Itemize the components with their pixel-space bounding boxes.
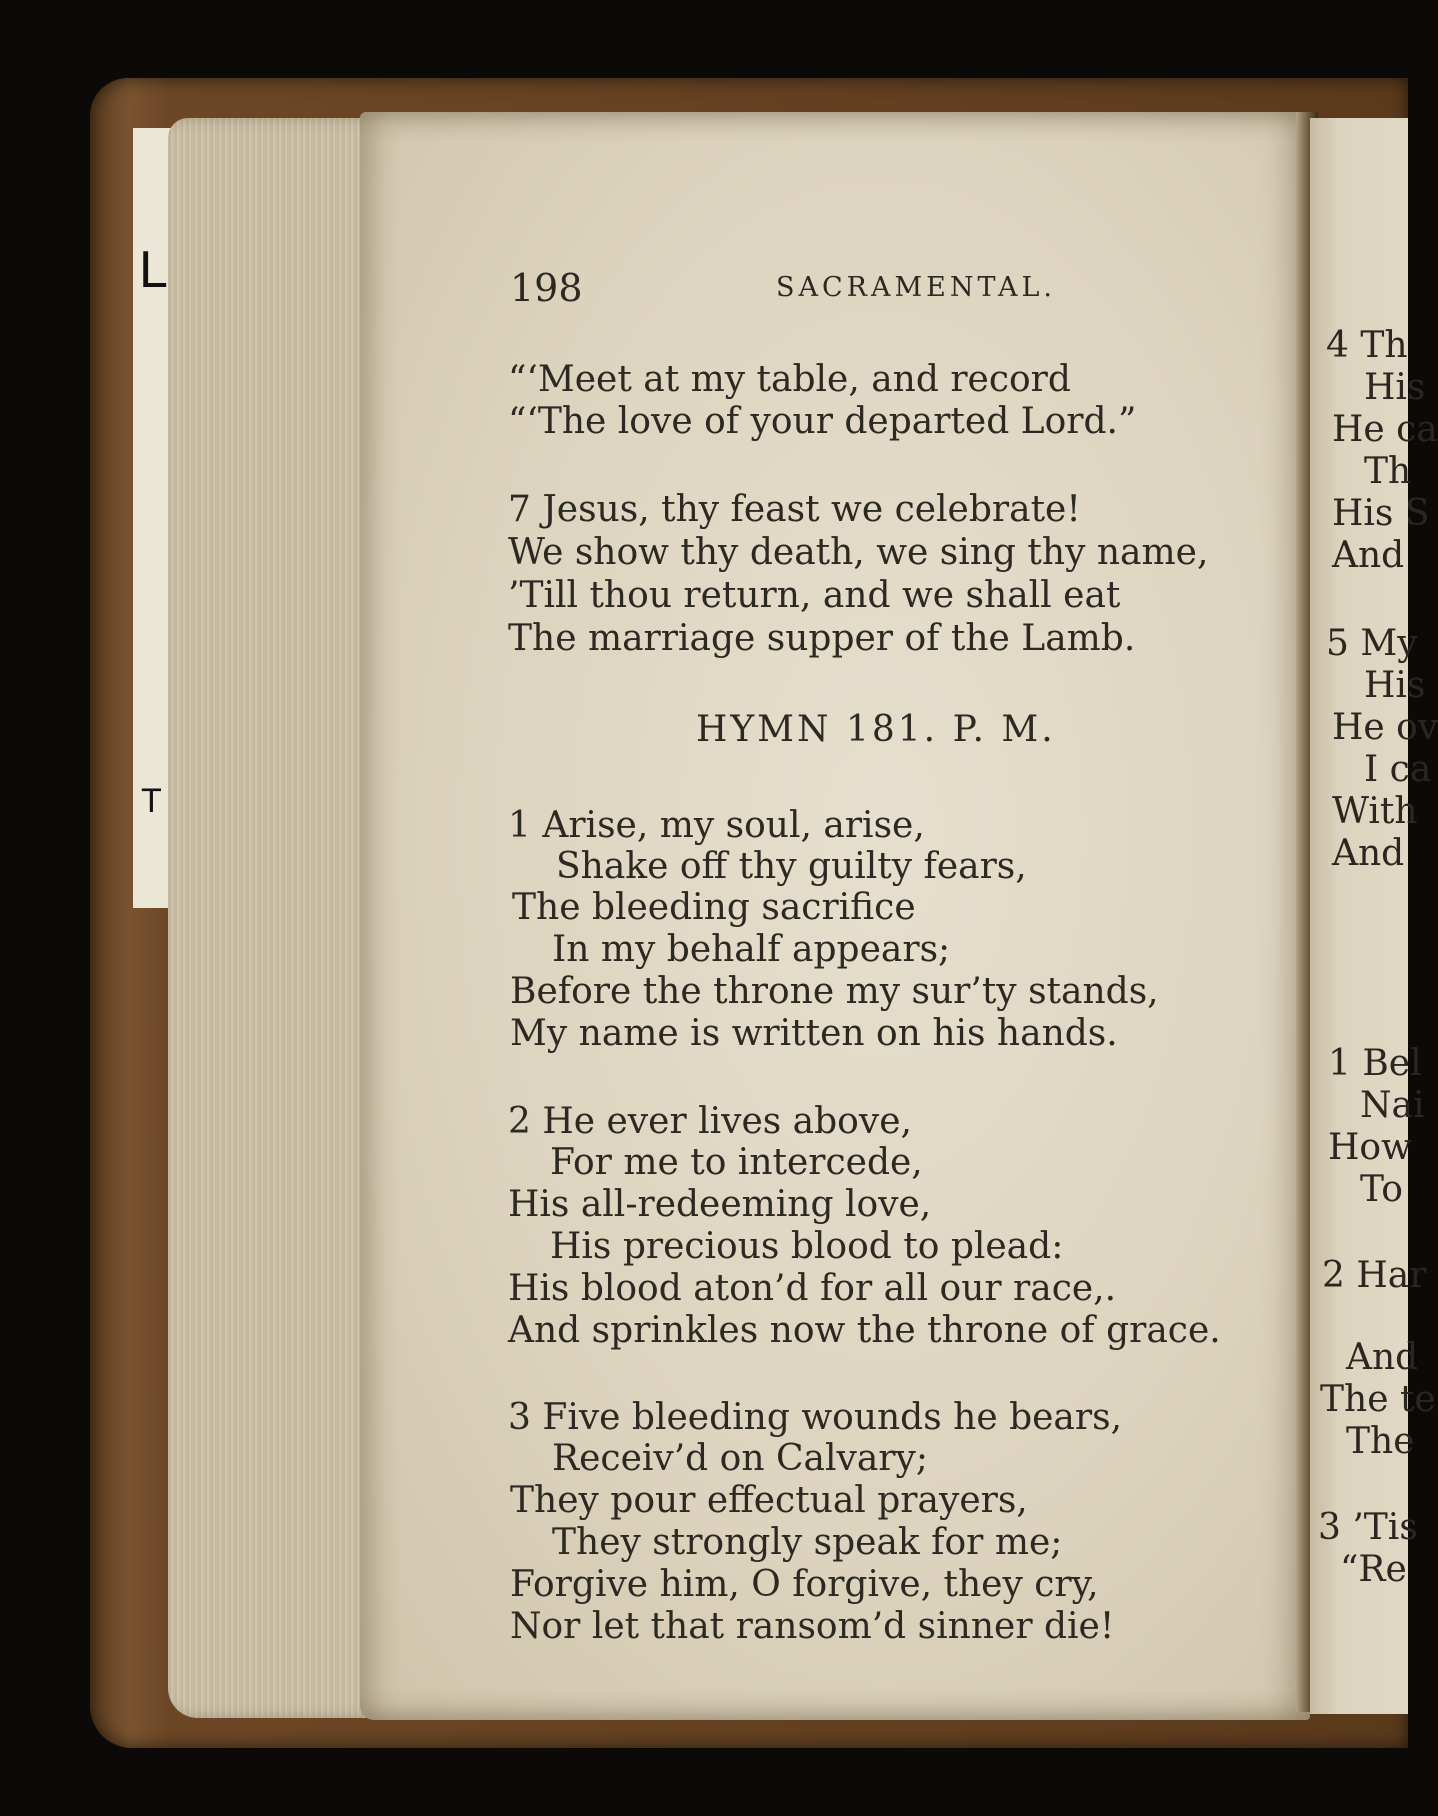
verse-line: Forgive him, O forgive, they cry, bbox=[510, 1564, 1099, 1605]
right-page-fragment: Th bbox=[1364, 451, 1412, 492]
right-page-fragment: 2 Har bbox=[1322, 1255, 1427, 1296]
page-number: 198 bbox=[510, 266, 583, 310]
verse-line: “‘Meet at my table, and record bbox=[508, 359, 1071, 400]
right-page-fragment: His S bbox=[1332, 493, 1430, 534]
verse-line: Before the throne my sur’ty stands, bbox=[510, 971, 1159, 1012]
right-page-fragment: 3 ’Tis bbox=[1318, 1507, 1418, 1548]
endpaper-letter: T bbox=[141, 782, 162, 820]
page-block-edges bbox=[168, 118, 378, 1718]
right-page-fragment: I ca bbox=[1364, 749, 1432, 790]
verse-line: ’Till thou return, and we shall eat bbox=[508, 575, 1121, 616]
right-page-fragment: Nai bbox=[1360, 1085, 1425, 1126]
verse-line: For me to intercede, bbox=[550, 1142, 923, 1183]
verse-line: His precious blood to plead: bbox=[550, 1226, 1064, 1267]
right-page-fragment: His bbox=[1364, 367, 1426, 408]
verse-line: Receiv’d on Calvary; bbox=[552, 1438, 928, 1479]
endpaper-letter: L bbox=[139, 241, 168, 299]
verse-line: They pour effectual prayers, bbox=[510, 1480, 1028, 1521]
right-page-fragment: And bbox=[1332, 833, 1405, 874]
verse-line: And sprinkles now the throne of grace. bbox=[508, 1310, 1221, 1351]
right-page-fragment: 5 My bbox=[1326, 623, 1418, 664]
verse-line: 3 Five bleeding wounds he bears, bbox=[508, 1397, 1123, 1438]
right-page-fragment: 1 Bel bbox=[1328, 1043, 1422, 1084]
right-page-fragment: How bbox=[1328, 1127, 1412, 1168]
right-page-fragment: He ov bbox=[1332, 707, 1438, 748]
right-page-fragment: 4 Th bbox=[1326, 325, 1408, 366]
verse-line: 2 He ever lives above, bbox=[508, 1101, 912, 1142]
verse-line: We show thy death, we sing thy name, bbox=[508, 532, 1209, 573]
verse-line: The bleeding sacrifice bbox=[512, 887, 916, 928]
hymn-title: HYMN 181. P. M. bbox=[696, 709, 1056, 750]
right-page-fragment: With bbox=[1332, 791, 1418, 832]
verse-line: The marriage supper of the Lamb. bbox=[508, 618, 1136, 659]
right-page-fragment: “Re bbox=[1340, 1549, 1407, 1590]
verse-line: Shake off thy guilty fears, bbox=[556, 846, 1027, 887]
verse-line: In my behalf appears; bbox=[552, 929, 951, 970]
verse-line: “‘The love of your departed Lord.” bbox=[508, 401, 1137, 442]
right-page-fragment: The bbox=[1346, 1421, 1415, 1462]
right-page-fragment: And bbox=[1332, 535, 1405, 576]
right-page-fragment: The te bbox=[1320, 1379, 1436, 1420]
verse-line: His all-redeeming love, bbox=[508, 1184, 932, 1225]
verse-line: Nor let that ransom’d sinner die! bbox=[510, 1606, 1115, 1647]
right-page-fragment: To bbox=[1360, 1169, 1403, 1210]
right-page-fragment: He ca bbox=[1332, 409, 1438, 450]
verse-line: 7 Jesus, thy feast we celebrate! bbox=[508, 489, 1081, 530]
verse-line: My name is written on his hands. bbox=[510, 1013, 1118, 1054]
right-page-edge bbox=[1310, 118, 1438, 1714]
verse-line: 1 Arise, my soul, arise, bbox=[508, 805, 925, 846]
running-head: SACRAMENTAL. bbox=[776, 272, 1057, 303]
verse-line: They strongly speak for me; bbox=[552, 1522, 1063, 1563]
right-page-fragment: His bbox=[1364, 665, 1426, 706]
right-page-fragment: And bbox=[1346, 1337, 1419, 1378]
verse-line: His blood aton’d for all our race,. bbox=[508, 1268, 1117, 1309]
page-header bbox=[510, 266, 1057, 310]
